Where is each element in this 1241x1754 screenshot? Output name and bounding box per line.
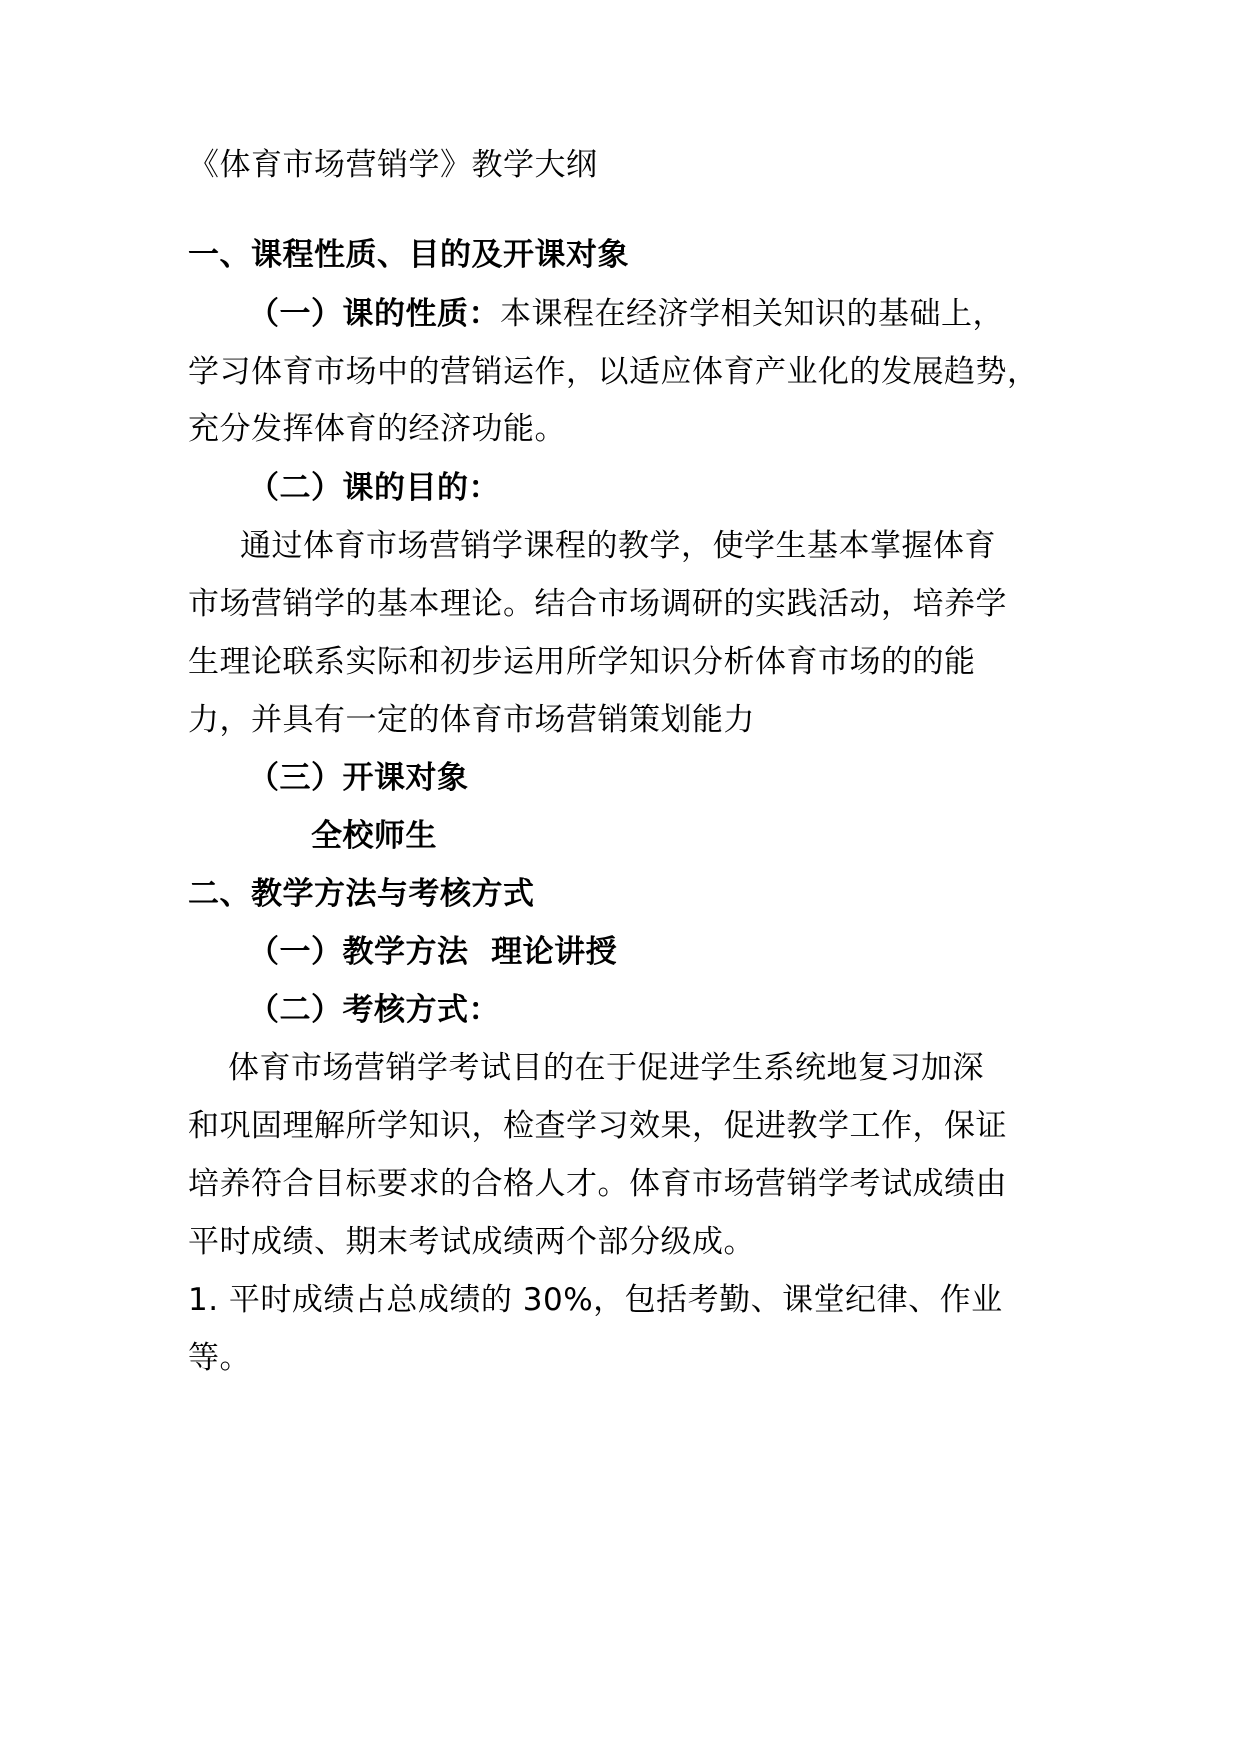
method-label: （一）教学方法 理论讲授	[248, 934, 618, 970]
nature-line-2: 学习体育市场中的营销运作，以适应体育产业化的发展趋势，	[188, 354, 1039, 390]
list-item-1-line-2: 等。	[188, 1340, 251, 1376]
assessment-label: （二）考核方式：	[248, 992, 500, 1028]
nature-paragraph	[248, 294, 1128, 334]
assessment-line-2: 和巩固理解所学知识，检查学习效果，促进教学工作，保证	[188, 1108, 1007, 1144]
audience-value: 全校师生	[311, 818, 437, 854]
audience-label: （三）开课对象	[248, 760, 469, 796]
list-item-1-line-1: 1. 平时成绩占总成绩的 30%，包括考勤、课堂纪律、作业	[188, 1282, 1003, 1318]
assessment-line-1: 体育市场营销学考试目的在于促进学生系统地复习加深	[228, 1050, 984, 1086]
purpose-label: （二）课的目的：	[248, 470, 500, 506]
nature-line-3: 充分发挥体育的经济功能。	[188, 411, 566, 447]
nature-text: 本课程在经济学相关知识的基础上，	[500, 296, 1004, 332]
purpose-line-1: 通过体育市场营销学课程的教学，使学生基本掌握体育	[240, 528, 996, 564]
assessment-line-3: 培养符合目标要求的合格人才。体育市场营销学考试成绩由	[188, 1166, 1007, 1202]
section-2-heading: 二、教学方法与考核方式	[188, 876, 535, 912]
purpose-line-3: 生理论联系实际和初步运用所学知识分析体育市场的的能	[188, 644, 976, 680]
document-title: 《体育市场营销学》教学大纲	[188, 147, 598, 183]
nature-label: （一）课的性质：	[248, 296, 500, 332]
assessment-line-4: 平时成绩、期末考试成绩两个部分级成。	[188, 1224, 755, 1260]
purpose-line-2: 市场营销学的基本理论。结合市场调研的实践活动，培养学	[188, 586, 1007, 622]
purpose-line-4: 力，并具有一定的体育市场营销策划能力	[188, 702, 755, 738]
section-1-heading: 一、课程性质、目的及开课对象	[188, 237, 629, 273]
